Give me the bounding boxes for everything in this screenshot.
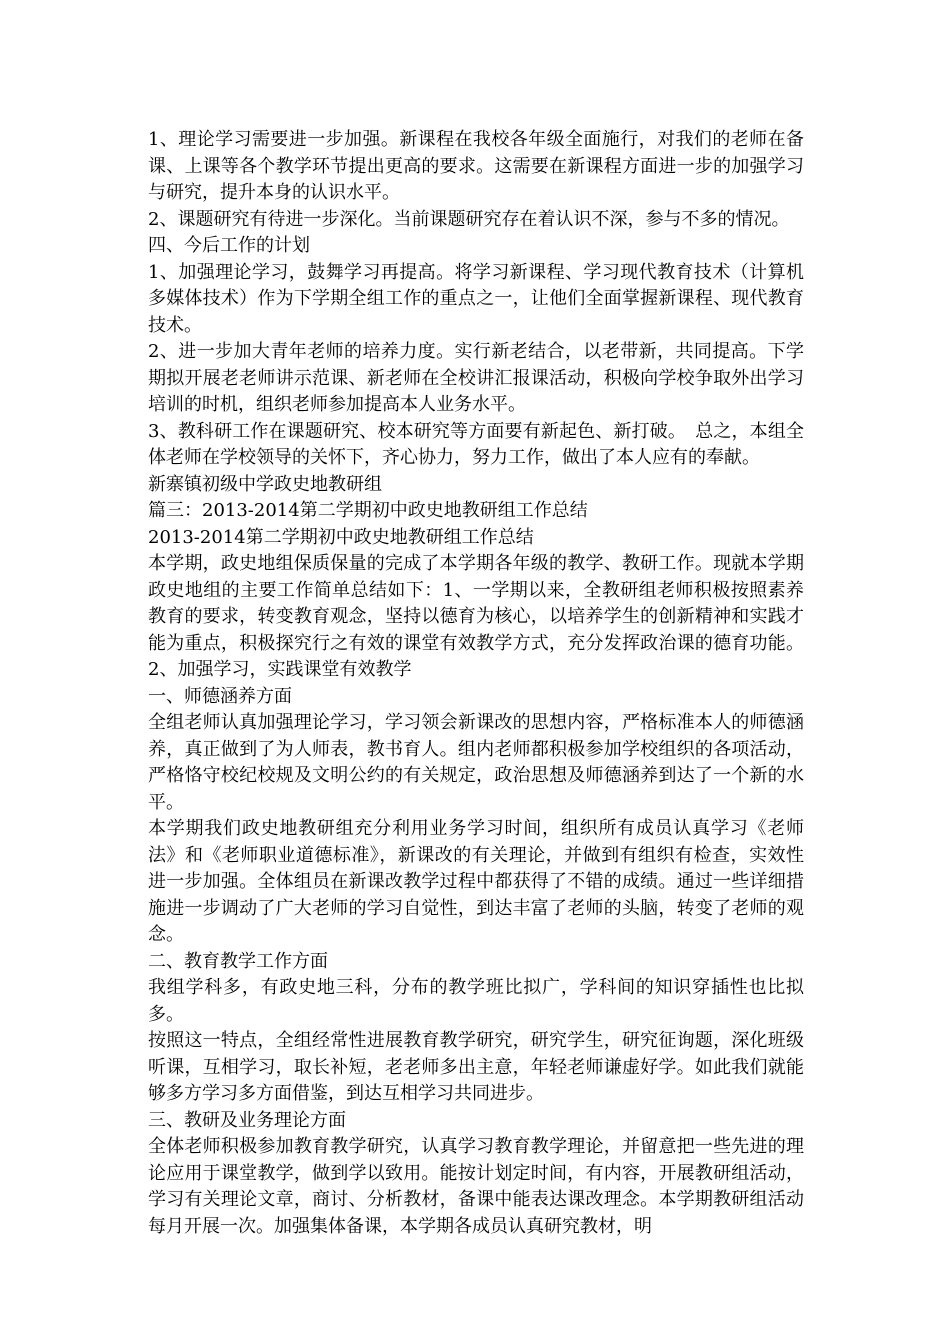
paragraph-theory-study: 1、理论学习需要进一步加强。新课程在我校各年级全面施行，对我们的老师在备课、上课等各个教学环节提出更高的要求。这需要在新课程方面进一步的加强学习与研究，提升本身的认识水平。 (148, 129, 804, 203)
document-title: 2013-2014第二学期初中政史地教研组工作总结 (148, 526, 534, 548)
chapter-title: 篇三：2013-2014第二学期初中政史地教研组工作总结 (148, 500, 588, 521)
signature-group: 新寨镇初级中学政史地教研组 (148, 473, 382, 495)
section-heading-teaching: 二、教育教学工作方面 (148, 950, 328, 972)
section-heading-ethics: 一、师德涵养方面 (148, 685, 292, 707)
paragraph-subjects: 我组学科多，有政史地三科，分布的教学班比拟广，学科间的知识穿插性也比拟多。 (148, 977, 804, 1025)
section-heading-research-theory: 三、教研及业务理论方面 (148, 1109, 346, 1131)
paragraph-summary-intro: 本学期，政史地组保质保量的完成了本学期各年级的教学、教研工作。现就本学期政史地组的主要工作简单总结如下：1、一学期以来，全教研组老师积极按照素养教育的要求，转变教育观念，坚持以德育为核心，以培养学生的创新精神和实践才能为重点，积极探究行之有效的课堂有效教学方式，充分发挥政治课的德育功能。2、加强学习，实践课堂有效教学 (148, 553, 804, 680)
document-body (148, 127, 804, 1240)
paragraph-ethics: 全组老师认真加强理论学习，学习领会新课改的思想内容，严格标准本人的师德涵养，真正做到了为人师表，教书育人。组内老师都积极参加学校组织的各项活动，严格恪守校纪校规及文明公约的有关规定，政治思想及师德涵养到达了一个新的水平。 (148, 712, 804, 813)
paragraph-business-study: 本学期我们政史地教研组充分利用业务学习时间，组织所有成员认真学习《老师法》和《老师职业道德标准》，新课改的有关理论，并做到有组织有检查，实效性进一步加强。全体组员在新课改教学过程中都获得了不错的成绩。通过一些详细措施进一步调动了广大老师的学习自觉性，到达丰富了老师的头脑，转变了老师的观念。 (148, 818, 804, 945)
section-heading-future-plan: 四、今后工作的计划 (148, 235, 310, 256)
paragraph-plan-3: 3、教科研工作在课题研究、校本研究等方面要有新起色、新打破。 总之，本组全体老师在学校领导的关怀下，齐心协力，努力工作，做出了本人应有的奉献。 (148, 420, 804, 468)
paragraph-research-practice: 按照这一特点，全组经常性进展教育教学研究，研究学生，研究征询题，深化班级听课，互相学习，取长补短，老老师多出主意，年轻老师谦虚好学。如此我们就能够多方学习多方面借鉴，到达互相学习共同进步。 (148, 1030, 804, 1104)
paragraph-research-deepen: 2、课题研究有待进一步深化。当前课题研究存在着认识不深，参与不多的情况。 (148, 208, 790, 230)
paragraph-plan-2: 2、进一步加大青年老师的培养力度。实行新老结合，以老带新，共同提高。下学期拟开展老老师讲示范课、新老师在全校讲汇报课活动，积极向学校争取外出学习培训的时机，组织老师参加提高本人业务水平。 (148, 341, 804, 415)
paragraph-plan-1: 1、加强理论学习，鼓舞学习再提高。将学习新课程、学习现代教育技术（计算机多媒体技术）作为下学期全组工作的重点之一，让他们全面掌握新课程、现代教育技术。 (148, 261, 804, 336)
paragraph-research-theory: 全体老师积极参加教育教学研究，认真学习教育教学理论，并留意把一些先进的理论应用于课堂教学，做到学以致用。能按计划定时间，有内容，开展教研组活动，学习有关理论文章，商讨、分析教材，备课中能表达课改理念。本学期教研组活动每月开展一次。加强集体备课，本学期各成员认真研究教材，明 (148, 1136, 804, 1237)
